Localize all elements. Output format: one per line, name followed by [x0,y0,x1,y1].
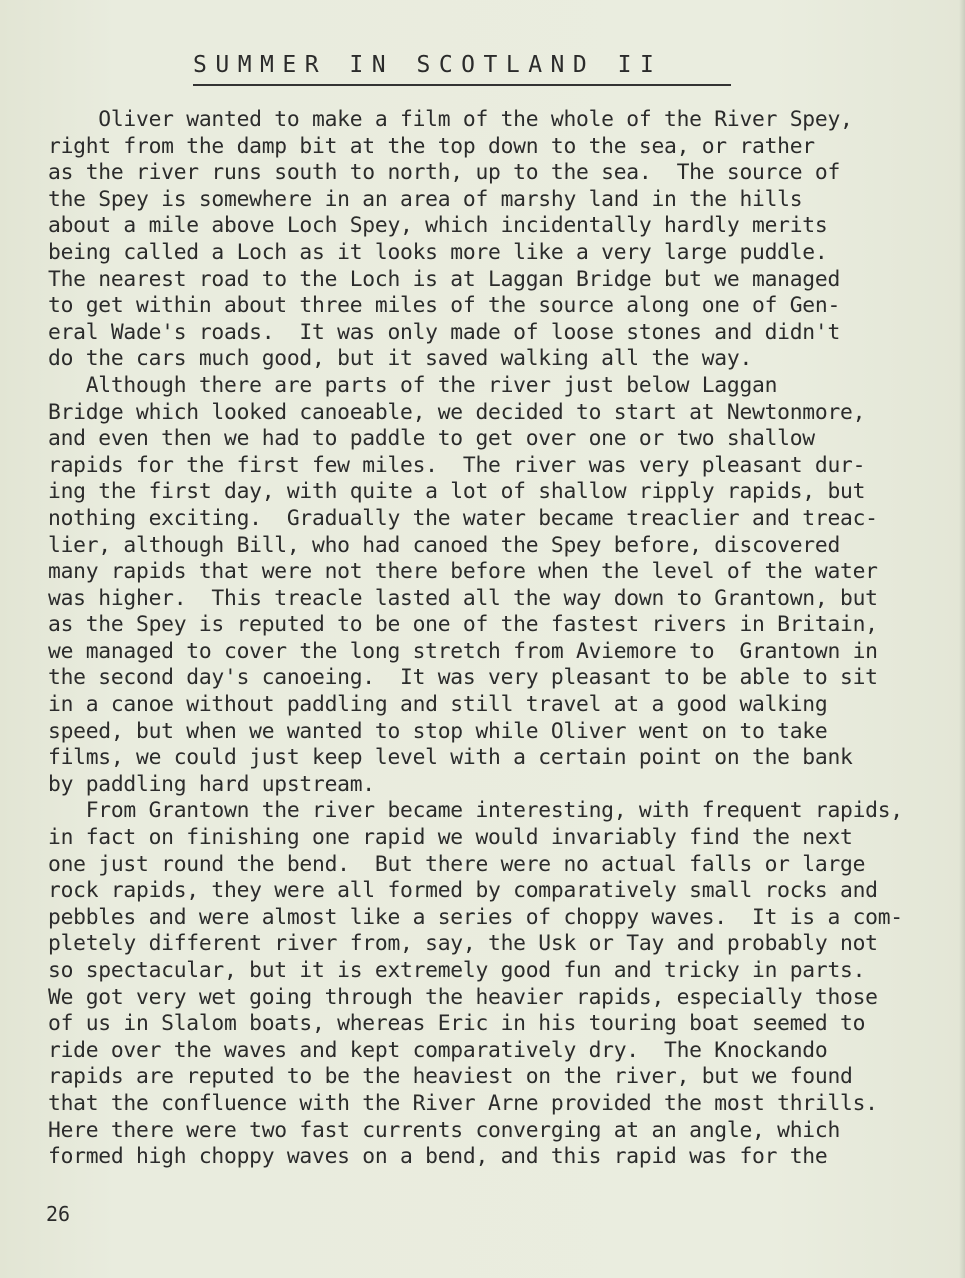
text-line: one just round the bend. But there were no actual falls or large [48,851,866,877]
text-line: Oliver wanted to make a film of the whole of the River Spey, [48,107,853,132]
text-line: so spectacular, but it is extremely good fun and tricky in parts. [48,958,866,983]
text-line: the Spey is somewhere in an area of marshy land in the hills [48,186,803,212]
text-line: Here there were two fast currents converging at an angle, which [48,1117,841,1143]
text-line: films, we could just keep level with a certain point on the bank [48,745,853,771]
text-line: rock rapids, they were all formed by comparatively small rocks and [48,878,878,904]
text-line: do the cars much good, but it saved walking all the way. [48,346,753,372]
text-line: Bridge which looked canoeable, we decided to start at Newtonmore, [48,399,866,425]
text-line: eral Wade's roads. It was only made of loose stones and didn't [48,319,841,345]
text-line: pebbles and were almost like a series of choppy waves. It is a com- [48,904,903,930]
text-line: about a mile above Loch Spey, which incidentally hardly merits [48,213,828,239]
text-line: The nearest road to the Loch is at Laggan Bridge but we managed [48,266,841,292]
text-line: that the confluence with the River Arne provided the most thrills. [48,1090,878,1116]
text-line: the second day's canoeing. It was very pleasant to be able to sit [48,665,878,691]
text-line: nothing exciting. Gradually the water became treaclier and treac- [48,505,878,531]
text-line: being called a Loch as it looks more like a very large puddle. [48,239,828,265]
text-line: and even then we had to paddle to get over one or two shallow [48,426,815,452]
page-number: 26 [46,1202,71,1226]
text-line: rapids for the first few miles. The river was very pleasant dur- [48,452,866,478]
body-text [48,107,948,1171]
text-line: ing the first day, with quite a lot of shallow ripply rapids, but [48,479,866,505]
text-line: in a canoe without paddling and still travel at a good walking [48,692,828,718]
text-line: in fact on finishing one rapid we would invariably find the next [48,825,853,851]
text-line: speed, but when we wanted to stop while Oliver went on to take [48,718,828,744]
text-line: we managed to cover the long stretch from Aviemore to Grantown in [48,638,878,664]
text-line: From Grantown the river became interesting, with frequent rapids, [48,798,903,824]
text-line: to get within about three miles of the source along one of Gen- [48,293,841,319]
text-line: We got very wet going through the heavier rapids, especially those [48,984,878,1010]
text-line: right from the damp bit at the top down to the sea, or rather [48,133,815,159]
text-line: of us in Slalom boats, whereas Eric in his touring boat seemed to [48,1011,866,1037]
text-line: as the Spey is reputed to be one of the fastest rivers in Britain, [48,612,878,638]
text-line: Although there are parts of the river just below Laggan [48,372,778,398]
text-line: as the river runs south to north, up to the sea. The source of [48,160,841,186]
text-line: ride over the waves and kept comparatively dry. The Knockando [48,1037,828,1063]
text-line: formed high choppy waves on a bend, and this rapid was for the [48,1144,828,1170]
text-line: lier, although Bill, who had canoed the Spey before, discovered [48,532,841,558]
text-line: was higher. This treacle lasted all the way down to Grantown, but [48,585,878,611]
title-underline [193,84,731,86]
text-line: rapids are reputed to be the heaviest on the river, but we found [48,1064,853,1090]
text-line: by paddling hard upstream. [48,771,375,797]
page-title: SUMMER IN SCOTLAND II [193,52,663,78]
text-line: many rapids that were not there before when the level of the water [48,559,878,585]
text-line: pletely different river from, say, the Usk or Tay and probably not [48,931,878,957]
page-edge-shadow [959,0,965,1278]
